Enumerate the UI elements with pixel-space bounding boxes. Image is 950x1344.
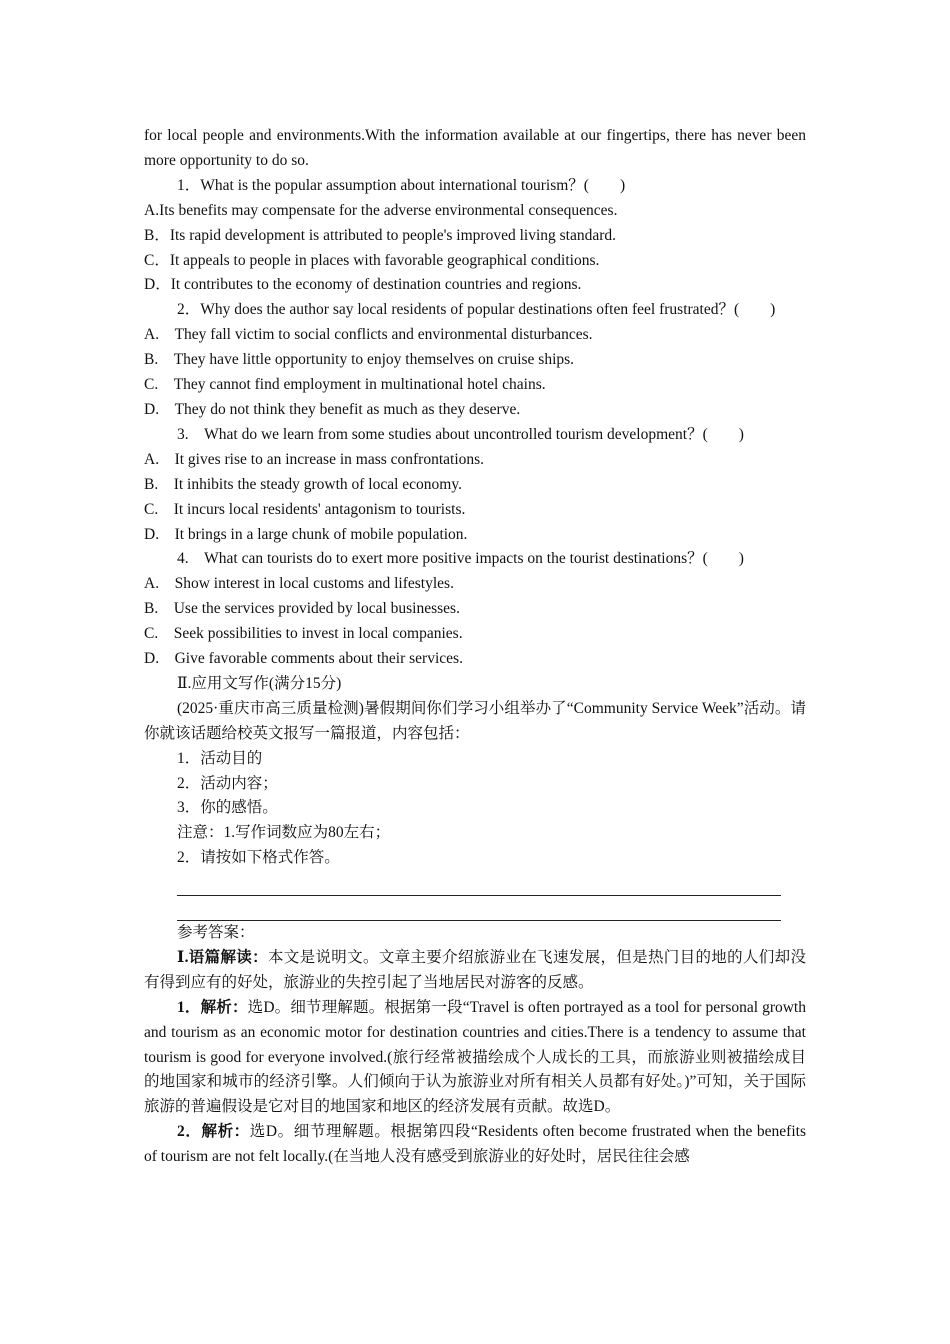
- option-c: C. It incurs local residents' antagonism to tourists.: [144, 500, 466, 518]
- option-a: A.Its benefits may compensate for the adverse environmental consequences.: [144, 201, 618, 219]
- option-c: C．It appeals to people in places with favorable geographical conditions.: [144, 251, 600, 269]
- option-b: B. It inhibits the steady growth of local economy.: [144, 475, 462, 493]
- answer-key: [144, 921, 806, 1170]
- answer-line: [177, 896, 781, 921]
- analysis-text: 本文是说明文。文章主要介绍旅游业在飞速发展，但是热门目的地的人们却没有得到应有的好处，旅游业的失控引起了当地居民对游客的反感。: [144, 948, 806, 991]
- answers-heading: 参考答案：: [177, 923, 255, 941]
- writing-section: [144, 672, 806, 921]
- option-c: C. Seek possibilities to invest in local companies.: [144, 625, 463, 643]
- option-a: A. They fall victim to social conflicts and environmental disturbances.: [144, 326, 593, 344]
- option-d: D．It contributes to the economy of destination countries and regions.: [144, 276, 582, 294]
- answer-text: 选D。细节理解题。根据第四段“Residents often become frustrated when the benefits of tourism are not felt locally.(在当地人没有感受到旅游业的好处时，居民往往会感: [144, 1123, 806, 1166]
- document-page: [144, 124, 806, 1170]
- option-d: D. They do not think they benefit as much as they deserve.: [144, 400, 521, 418]
- answer-1: [144, 996, 806, 1121]
- option-d: D. It brings in a large chunk of mobile population.: [144, 525, 468, 543]
- question-stem: 4. What can tourists do to exert more positive impacts on the tourist destinations？( ): [177, 550, 744, 568]
- passage-analysis: [144, 946, 806, 996]
- writing-prompt: (2025·重庆市高三质量检测)暑假期间你们学习小组举办了“Community Service Week”活动。请你就该话题给校英文报写一篇报道，内容包括：: [144, 699, 806, 742]
- analysis-label: Ⅰ.语篇解读：: [177, 948, 268, 966]
- option-a: A. It gives rise to an increase in mass confrontations.: [144, 450, 485, 468]
- question-4: [144, 547, 806, 672]
- option-d: D. Give favorable comments about their services.: [144, 650, 463, 668]
- writing-point: 2．活动内容；: [177, 774, 278, 792]
- answer-text: 选D。细节理解题。根据第一段“Travel is often portrayed as a tool for personal growth and tourism as an economic motor for destination countries and cities.There is a tendency to assume that tourism is good for everyone involved.(旅行经常被描绘成个人成长的工具，而旅游业则被描绘成目的地国家和城市的经济引擎。人们倾向于认为旅游业对所有相关人员都有好处。)”可知，关于国际旅游的普遍假设是它对目的地国家和地区的经济发展有贡献。故选D。: [144, 998, 806, 1116]
- question-2: [144, 298, 806, 423]
- question-stem: 3. What do we learn from some studies about uncontrolled tourism development？( ): [177, 425, 744, 443]
- option-b: B．Its rapid development is attributed to people's improved living standard.: [144, 226, 617, 244]
- answer-2: [144, 1120, 806, 1170]
- question-stem: 1．What is the popular assumption about international tourism？( ): [177, 176, 626, 194]
- writing-heading: Ⅱ.应用文写作(满分15分): [177, 674, 342, 692]
- option-b: B. They have little opportunity to enjoy themselves on cruise ships.: [144, 351, 575, 369]
- option-c: C. They cannot find employment in multinational hotel chains.: [144, 376, 546, 394]
- question-1: [144, 174, 806, 299]
- question-stem: 2．Why does the author say local residents of popular destinations often feel frustrated？( ): [177, 301, 776, 319]
- option-b: B. Use the services provided by local businesses.: [144, 600, 460, 618]
- option-a: A. Show interest in local customs and lifestyles.: [144, 575, 454, 593]
- question-3: [144, 423, 806, 548]
- writing-note: 2．请按如下格式作答。: [177, 849, 340, 867]
- writing-point: 3．你的感悟。: [177, 799, 278, 817]
- answer-label: 2．解析：: [177, 1123, 250, 1141]
- answer-line: [177, 871, 781, 896]
- writing-note: 注意：1.写作词数应为80左右；: [177, 824, 391, 842]
- writing-point: 1．活动目的: [177, 749, 263, 767]
- answer-label: 1．解析：: [177, 998, 248, 1016]
- passage-ending: for local people and environments.With the information available at our fingertips, there has never been more opportunity to do so.: [144, 127, 806, 169]
